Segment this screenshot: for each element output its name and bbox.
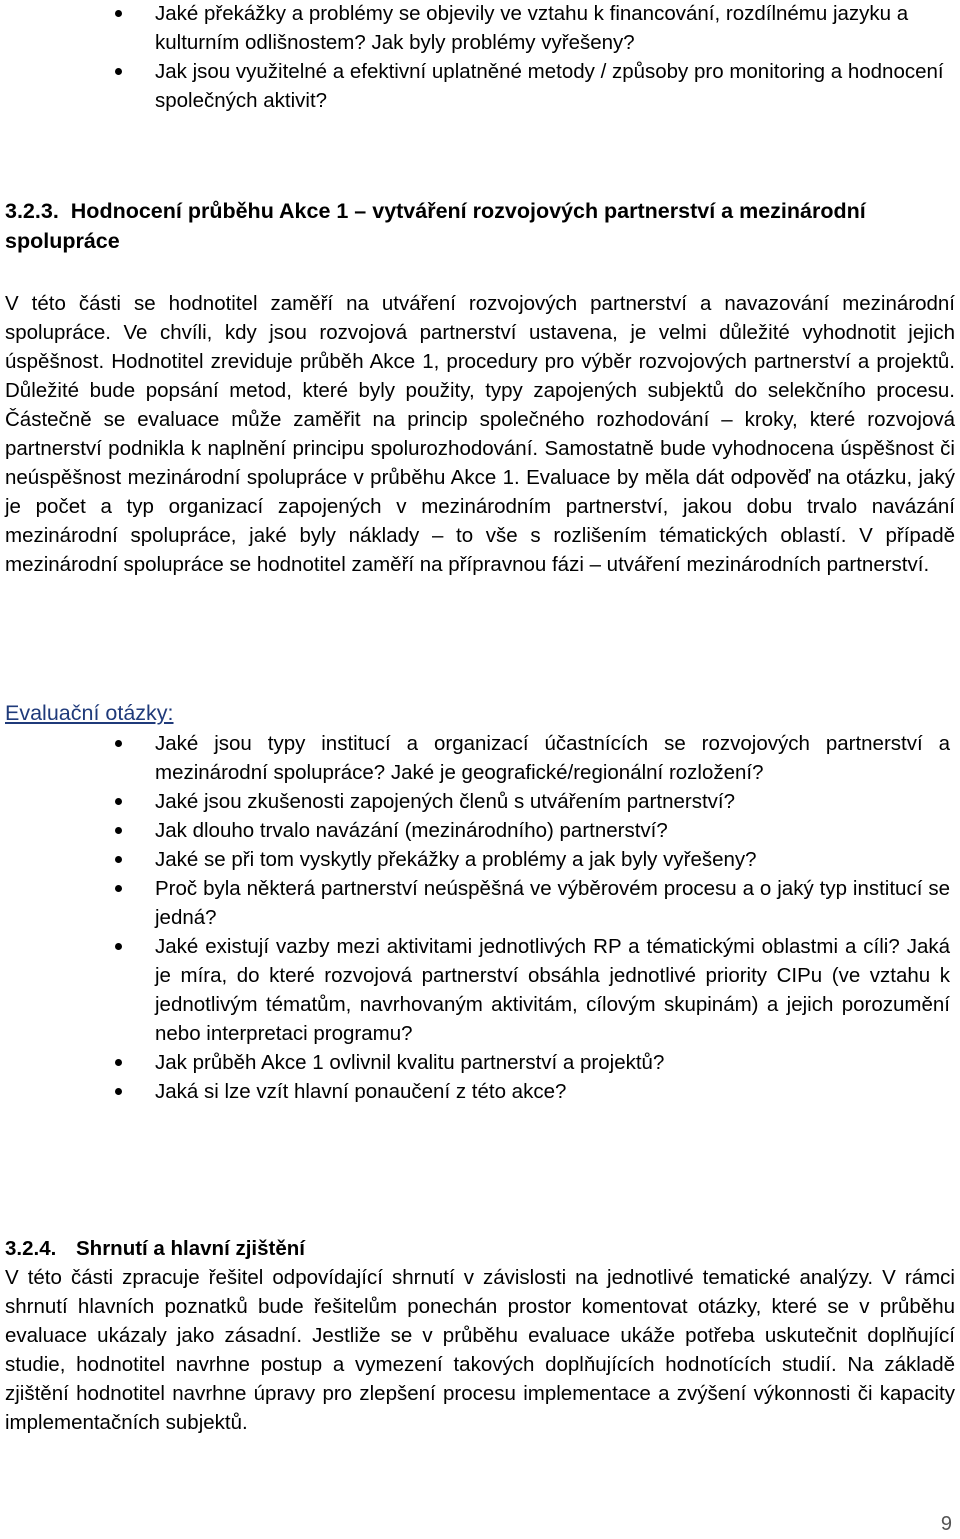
section-paragraph: V této části se hodnotitel zaměří na utváření rozvojových partnerství a navazování mezinárodní spolupráce. Ve chvíli, kdy jsou rozvojová partnerství ustavena, je velmi důležité vyhodnotit jejich úspěšnost. Hodnotitel zreviduje průběh Akce 1, procedury pro výběr rozvojových partnerství a projektů. Důležité bude popsání metod, které byly použity, typy zapojených subjektů do selekčního procesu. Částečně se evaluace může zaměřit na princip společného rozhodování – kroky, které rozvojová partnerství podnikla k naplnění principu spolurozhodování. Samostatně bude vyhodnocena úspěšnost či neúspěšnost mezinárodní spolupráce v průběhu Akce 1. Evaluace by měla dát odpověď na otázku, jaký je počet a typ organizací zapojených v mezinárodním partnerství, jakou dobu trvalo navázání mezinárodní spolupráce, jaké byly náklady – to vše s rozlišením tématických oblastí. V případě mezinárodní spolupráce se hodnotitel zaměří na přípravnou fázi – utváření mezinárodních partnerství.: [5, 292, 955, 576]
page-number: 9: [940, 1513, 952, 1535]
list-item: Jaké jsou typy institucí a organizací účastnících se rozvojových partnerství a mezinárodní spolupráce? Jaké je geografické/regionální rozložení?: [0, 729, 955, 787]
list-item: Jak jsou využitelné a efektivní uplatněné metody / způsoby pro monitoring a hodnocení společných aktivit?: [0, 57, 955, 115]
list-item: Jaké existují vazby mezi aktivitami jednotlivých RP a tématickými oblastmi a cíli? Jaká je míra, do které rozvojová partnerství obsáhla jednotlivé priority CIPu (ve vztahu k jednotlivým tématům, navrhovaným aktivitám, cílovým skupinám) a jejich porozumění nebo interpretaci programu?: [0, 932, 955, 1048]
evaluation-questions-label: Evaluační otázky:: [5, 701, 174, 725]
section-title: Shrnutí a hlavní zjištění: [76, 1237, 305, 1260]
list-item: Jak dlouho trvalo navázání (mezinárodního) partnerství?: [0, 816, 955, 845]
evaluation-question-list: [0, 729, 955, 1106]
section-heading-3-2-3: [5, 196, 950, 256]
top-bullet-list: [0, 0, 955, 115]
list-item: Jaké překážky a problémy se objevily ve vztahu k financování, rozdílnému jazyku a kulturním odlišnostem? Jak byly problémy vyřešeny?: [0, 0, 955, 57]
list-item: Jak průběh Akce 1 ovlivnil kvalitu partnerství a projektů?: [0, 1048, 955, 1077]
list-item: Jaká si lze vzít hlavní ponaučení z této akce?: [0, 1077, 955, 1106]
section-paragraph: V této části zpracuje řešitel odpovídající shrnutí v závislosti na jednotlivé tematické analýzy. V rámci shrnutí hlavních poznatků bude řešitelům ponechán prostor komentovat otázky, které se v průběhu evaluace ukázaly jako zásadní. Jestliže se v průběhu evaluace ukáže potřeba uskutečnit doplňující studie, hodnotitel navrhne postup a vymezení takových doplňujících hodnotících studií. Na základě zjištění hodnotitel navrhne úpravy pro zlepšení procesu implementace a zvýšení výkonnosti či kapacity implementačních subjektů.: [5, 1266, 955, 1434]
section-number: 3.2.3.: [5, 199, 59, 223]
list-item: Proč byla některá partnerství neúspěšná ve výběrovém procesu a o jaký typ institucí se jedná?: [0, 874, 955, 932]
section-number: 3.2.4.: [5, 1237, 57, 1260]
list-item: Jaké se při tom vyskytly překážky a problémy a jak byly vyřešeny?: [0, 845, 955, 874]
list-item: Jaké jsou zkušenosti zapojených členů s utvářením partnerství?: [0, 787, 955, 816]
section-heading-3-2-4: [5, 1234, 305, 1263]
section-title: Hodnocení průběhu Akce 1 – vytváření rozvojových partnerství a mezinárodní spolupráce: [5, 199, 866, 253]
